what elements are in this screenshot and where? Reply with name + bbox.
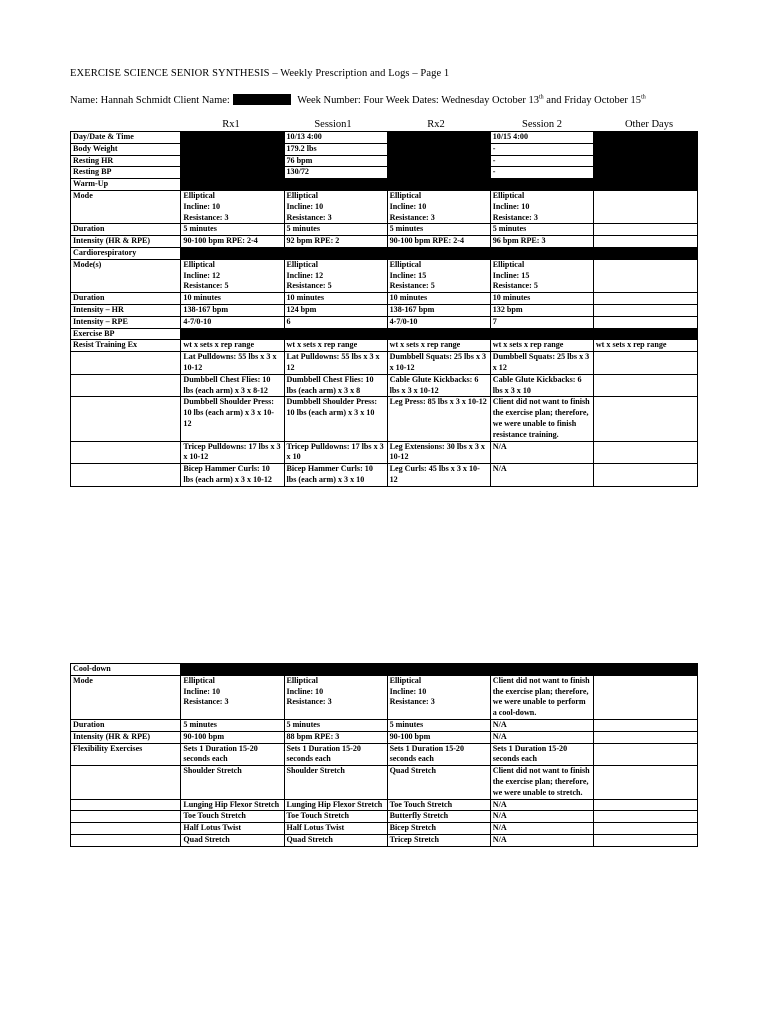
table-cell: Client did not want to finish the exercise plan; therefore, we were unable to finish resistance training. xyxy=(490,397,593,441)
table-cell: N/A xyxy=(490,719,593,731)
table-cell: Elliptical Incline: 10 Resistance: 3 xyxy=(490,190,593,223)
table-cell: Toe Touch Stretch xyxy=(284,811,387,823)
column-header-session1: Session1 xyxy=(314,119,352,130)
table-cell: Dumbbell Chest Flies: 10 lbs (each arm) x 3 x 8 xyxy=(284,374,387,397)
table-cell: 130/72 xyxy=(284,167,387,179)
table-cell: Elliptical Incline: 15 Resistance: 5 xyxy=(490,259,593,292)
cooldown-table xyxy=(70,663,698,847)
table-cell: 10/13 4:00 xyxy=(284,132,387,144)
table-cell: N/A xyxy=(490,823,593,835)
table-cell xyxy=(593,719,697,731)
table-cell: Dumbbell Chest Flies: 10 lbs (each arm) x 3 x 8-12 xyxy=(181,374,284,397)
table-cell xyxy=(593,155,697,167)
table-cell xyxy=(387,664,490,676)
table-cell: Elliptical Incline: 10 Resistance: 3 xyxy=(181,190,284,223)
table-cell xyxy=(387,247,490,259)
table-cell xyxy=(593,167,697,179)
table-cell: Lunging Hip Flexor Stretch xyxy=(284,799,387,811)
table-cell: Sets 1 Duration 15-20 seconds each xyxy=(181,743,284,766)
table-row xyxy=(71,675,698,719)
row-label: Exercise BP xyxy=(71,328,181,340)
table-cell: Shoulder Stretch xyxy=(181,766,284,799)
table-cell xyxy=(181,328,284,340)
table-cell xyxy=(593,352,697,375)
table-cell: 132 bpm xyxy=(490,304,593,316)
table-cell: Client did not want to finish the exercise plan; therefore, we were unable to perform a cool-down. xyxy=(490,675,593,719)
table-cell xyxy=(593,743,697,766)
row-label: Body Weight xyxy=(71,143,181,155)
table-row xyxy=(71,743,698,766)
table-cell: 179.2 lbs xyxy=(284,143,387,155)
table-cell xyxy=(181,155,284,167)
redacted-client-name xyxy=(233,94,291,105)
table-cell: Elliptical Incline: 10 Resistance: 3 xyxy=(284,190,387,223)
table-cell xyxy=(181,664,284,676)
table-row xyxy=(71,340,698,352)
table-cell: Lat Pulldowns: 55 lbs x 3 x 12 xyxy=(284,352,387,375)
table-cell xyxy=(593,834,697,846)
table-cell xyxy=(593,675,697,719)
table-cell: Half Lotus Twist xyxy=(284,823,387,835)
table-cell: Dumbbell Shoulder Press: 10 lbs (each arm) x 3 x 10 xyxy=(284,397,387,441)
table-row xyxy=(71,766,698,799)
table-cell: Bicep Hammer Curls: 10 lbs (each arm) x 3 x 10-12 xyxy=(181,464,284,487)
table-cell xyxy=(490,247,593,259)
row-label: Resist Training Ex xyxy=(71,340,181,352)
row-label: Duration xyxy=(71,224,181,236)
table-cell: Dumbbell Squats: 25 lbs x 3 x 12 xyxy=(490,352,593,375)
table-cell xyxy=(593,179,697,191)
table-cell: 90-100 bpm RPE: 2-4 xyxy=(181,236,284,248)
table-row xyxy=(71,132,698,144)
table-cell xyxy=(593,132,697,144)
table-row xyxy=(71,167,698,179)
table-row xyxy=(71,143,698,155)
table-row xyxy=(71,236,698,248)
table-cell: Butterfly Stretch xyxy=(387,811,490,823)
table-row xyxy=(71,190,698,223)
table-cell: 5 minutes xyxy=(284,224,387,236)
table-cell xyxy=(593,316,697,328)
table-cell: Tricep Pulldowns: 17 lbs x 3 x 10-12 xyxy=(181,441,284,464)
row-label xyxy=(71,834,181,846)
table-cell xyxy=(593,247,697,259)
table-cell xyxy=(490,328,593,340)
row-label: Cardiorespiratory xyxy=(71,247,181,259)
table-cell: 138-167 bpm xyxy=(181,304,284,316)
table-cell xyxy=(490,179,593,191)
row-label xyxy=(71,464,181,487)
table-cell xyxy=(284,179,387,191)
table-cell xyxy=(593,328,697,340)
table-cell xyxy=(593,293,697,305)
table-row xyxy=(71,811,698,823)
table-cell: Leg Curls: 45 lbs x 3 x 10-12 xyxy=(387,464,490,487)
row-label: Intensity (HR & RPE) xyxy=(71,236,181,248)
table-row xyxy=(71,719,698,731)
row-label: Intensity – HR xyxy=(71,304,181,316)
table-cell: Sets 1 Duration 15-20 seconds each xyxy=(284,743,387,766)
row-label: Warm-Up xyxy=(71,179,181,191)
table-cell: Quad Stretch xyxy=(387,766,490,799)
table-cell: wt x sets x rep range xyxy=(181,340,284,352)
table-row xyxy=(71,179,698,191)
table-row xyxy=(71,731,698,743)
table-cell: 88 bpm RPE: 3 xyxy=(284,731,387,743)
row-label: Duration xyxy=(71,719,181,731)
row-label xyxy=(71,823,181,835)
row-label: Resting HR xyxy=(71,155,181,167)
row-label: Intensity – RPE xyxy=(71,316,181,328)
table-row xyxy=(71,441,698,464)
document-title: EXERCISE SCIENCE SENIOR SYNTHESIS – Weekly Prescription and Logs – Page 1 xyxy=(70,68,450,79)
row-label: Resting BP xyxy=(71,167,181,179)
table-row xyxy=(71,464,698,487)
table-cell: 7 xyxy=(490,316,593,328)
table-cell xyxy=(593,799,697,811)
table-cell xyxy=(593,236,697,248)
row-label xyxy=(71,441,181,464)
table-cell: wt x sets x rep range xyxy=(387,340,490,352)
table-cell: 10 minutes xyxy=(490,293,593,305)
table-cell xyxy=(181,132,284,144)
table-row xyxy=(71,293,698,305)
table-cell: Tricep Pulldowns: 17 lbs x 3 x 10 xyxy=(284,441,387,464)
table-cell: 10/15 4:00 xyxy=(490,132,593,144)
column-header-other-days: Other Days xyxy=(624,119,674,130)
table-cell: Elliptical Incline: 12 Resistance: 5 xyxy=(284,259,387,292)
row-label xyxy=(71,811,181,823)
table-cell xyxy=(284,328,387,340)
table-cell: wt x sets x rep range xyxy=(284,340,387,352)
table-cell: 5 minutes xyxy=(490,224,593,236)
table-cell xyxy=(593,190,697,223)
table-cell xyxy=(284,664,387,676)
table-cell: 124 bpm xyxy=(284,304,387,316)
table-cell: Quad Stretch xyxy=(284,834,387,846)
table-cell: N/A xyxy=(490,464,593,487)
table-cell xyxy=(593,766,697,799)
table-cell: Tricep Stretch xyxy=(387,834,490,846)
table-cell xyxy=(593,224,697,236)
table-cell xyxy=(181,179,284,191)
table-cell xyxy=(593,441,697,464)
table-cell: 10 minutes xyxy=(181,293,284,305)
column-header-rx1: Rx1 xyxy=(222,119,240,130)
column-header-session2: Session 2 xyxy=(522,119,562,130)
table-cell: 5 minutes xyxy=(387,224,490,236)
table-cell: Elliptical Incline: 10 Resistance: 3 xyxy=(387,190,490,223)
table-cell xyxy=(593,374,697,397)
table-cell: Elliptical Incline: 12 Resistance: 5 xyxy=(181,259,284,292)
client-name-label: Client Name: xyxy=(173,95,230,106)
table-cell: Dumbbell Shoulder Press: 10 lbs (each arm) x 3 x 10-12 xyxy=(181,397,284,441)
table-cell xyxy=(284,247,387,259)
table-cell: 5 minutes xyxy=(181,719,284,731)
table-cell: - xyxy=(490,143,593,155)
trainer-name: Name: Hannah Schmidt xyxy=(70,95,171,106)
week-dates: Week Dates: Wednesday October 13th and Friday October 15th xyxy=(385,94,646,106)
table-cell xyxy=(593,304,697,316)
table-cell: 5 minutes xyxy=(181,224,284,236)
table-cell xyxy=(387,328,490,340)
table-row xyxy=(71,799,698,811)
table-cell: 138-167 bpm xyxy=(387,304,490,316)
row-label: Mode xyxy=(71,190,181,223)
table-cell: wt x sets x rep range xyxy=(593,340,697,352)
table-cell: 4-7/0-10 xyxy=(181,316,284,328)
table-cell: Cable Glute Kickbacks: 6 lbs x 3 x 10 xyxy=(490,374,593,397)
table-cell: Leg Extensions: 30 lbs x 3 x 10-12 xyxy=(387,441,490,464)
table-row xyxy=(71,397,698,441)
table-cell xyxy=(490,664,593,676)
table-cell: Elliptical Incline: 10 Resistance: 3 xyxy=(284,675,387,719)
table-cell: Half Lotus Twist xyxy=(181,823,284,835)
table-cell: 96 bpm RPE: 3 xyxy=(490,236,593,248)
table-row xyxy=(71,304,698,316)
table-cell xyxy=(593,731,697,743)
row-label xyxy=(71,374,181,397)
table-cell xyxy=(181,247,284,259)
table-cell: 90-100 bpm xyxy=(387,731,490,743)
table-cell: Sets 1 Duration 15-20 seconds each xyxy=(490,743,593,766)
table-cell: 92 bpm RPE: 2 xyxy=(284,236,387,248)
table-cell xyxy=(387,143,490,155)
row-label: Mode xyxy=(71,675,181,719)
table-cell: N/A xyxy=(490,441,593,464)
row-label xyxy=(71,799,181,811)
table-cell: Bicep Stretch xyxy=(387,823,490,835)
table-cell xyxy=(593,397,697,441)
table-cell: Elliptical Incline: 10 Resistance: 3 xyxy=(387,675,490,719)
table-cell xyxy=(593,464,697,487)
table-cell: Client did not want to finish the exercise plan; therefore, we were unable to stretch. xyxy=(490,766,593,799)
table-row xyxy=(71,664,698,676)
table-cell: Elliptical Incline: 10 Resistance: 3 xyxy=(181,675,284,719)
table-cell: 10 minutes xyxy=(387,293,490,305)
table-cell: Toe Touch Stretch xyxy=(387,799,490,811)
table-cell: Quad Stretch xyxy=(181,834,284,846)
table-cell: Sets 1 Duration 15-20 seconds each xyxy=(387,743,490,766)
table-cell xyxy=(593,664,697,676)
table-cell xyxy=(593,143,697,155)
table-cell xyxy=(181,167,284,179)
row-label: Day/Date & Time xyxy=(71,132,181,144)
table-cell: 90-100 bpm xyxy=(181,731,284,743)
table-cell xyxy=(387,155,490,167)
table-row xyxy=(71,328,698,340)
table-cell: 5 minutes xyxy=(284,719,387,731)
column-header-rx2: Rx2 xyxy=(427,119,445,130)
table-cell: Lunging Hip Flexor Stretch xyxy=(181,799,284,811)
table-cell: Bicep Hammer Curls: 10 lbs (each arm) x 3 x 10 xyxy=(284,464,387,487)
table-row xyxy=(71,823,698,835)
table-cell: N/A xyxy=(490,731,593,743)
table-row xyxy=(71,224,698,236)
row-label: Duration xyxy=(71,293,181,305)
table-cell: Elliptical Incline: 15 Resistance: 5 xyxy=(387,259,490,292)
table-cell xyxy=(593,811,697,823)
table-row xyxy=(71,834,698,846)
prescription-table xyxy=(70,131,698,487)
row-label: Intensity (HR & RPE) xyxy=(71,731,181,743)
table-cell: N/A xyxy=(490,834,593,846)
table-cell: Toe Touch Stretch xyxy=(181,811,284,823)
table-cell: N/A xyxy=(490,811,593,823)
table-cell: 5 minutes xyxy=(387,719,490,731)
row-label xyxy=(71,397,181,441)
table-row xyxy=(71,374,698,397)
table-cell: Shoulder Stretch xyxy=(284,766,387,799)
table-row xyxy=(71,316,698,328)
table-cell: 76 bpm xyxy=(284,155,387,167)
row-label: Mode(s) xyxy=(71,259,181,292)
table-cell: - xyxy=(490,155,593,167)
table-cell xyxy=(593,823,697,835)
week-number: Week Number: Four xyxy=(297,95,384,106)
table-cell xyxy=(387,179,490,191)
table-cell: Lat Pulldowns: 55 lbs x 3 x 10-12 xyxy=(181,352,284,375)
table-cell xyxy=(593,259,697,292)
table-cell xyxy=(181,143,284,155)
table-cell: N/A xyxy=(490,799,593,811)
table-cell: Cable Glute Kickbacks: 6 lbs x 3 x 10-12 xyxy=(387,374,490,397)
table-cell: 4-7/0-10 xyxy=(387,316,490,328)
row-label xyxy=(71,766,181,799)
table-row xyxy=(71,247,698,259)
table-cell: Dumbbell Squats: 25 lbs x 3 x 10-12 xyxy=(387,352,490,375)
table-cell: - xyxy=(490,167,593,179)
table-cell xyxy=(387,167,490,179)
table-cell: 90-100 bpm RPE: 2-4 xyxy=(387,236,490,248)
table-cell: 6 xyxy=(284,316,387,328)
table-cell xyxy=(387,132,490,144)
client-header xyxy=(70,94,646,106)
table-cell: wt x sets x rep range xyxy=(490,340,593,352)
table-row xyxy=(71,352,698,375)
table-cell: Leg Press: 85 lbs x 3 x 10-12 xyxy=(387,397,490,441)
table-cell: 10 minutes xyxy=(284,293,387,305)
row-label: Flexibility Exercises xyxy=(71,743,181,766)
row-label: Cool-down xyxy=(71,664,181,676)
table-row xyxy=(71,259,698,292)
row-label xyxy=(71,352,181,375)
table-row xyxy=(71,155,698,167)
